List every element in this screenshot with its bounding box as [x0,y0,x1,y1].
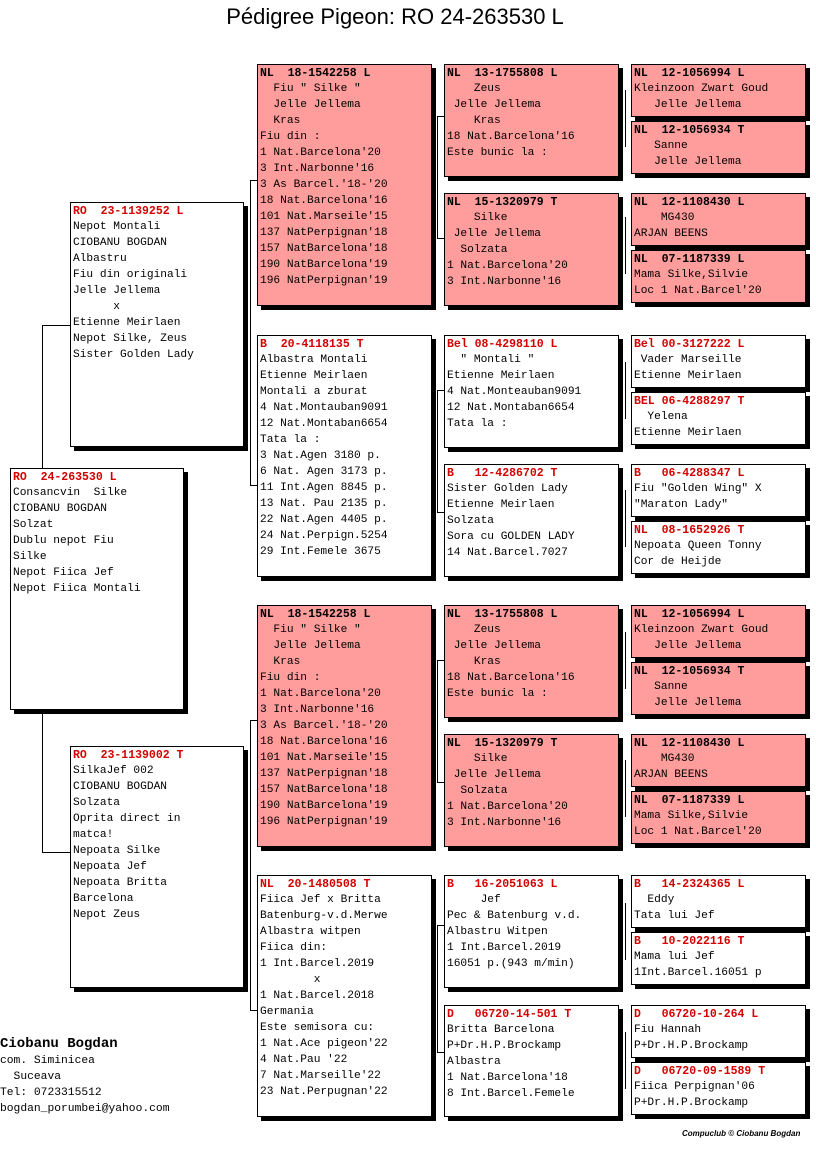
pigeon-info-line: Cor de Heijde [634,556,722,568]
pigeon-info-line: 3 As Barcel.'18-'20 [260,720,388,732]
owner-name: Ciobanu Bogdan [0,1036,118,1052]
ring-number: NL 12-1056994 L [634,608,745,621]
ring-number: B 12-4286702 T [447,467,558,480]
pigeon-info-line: Kras [447,115,501,127]
pigeon-card-g4-14 [631,932,806,985]
pigeon-info-line: Mama Silke,Silvie [634,810,749,822]
ring-number: D 06720-14-501 T [447,1008,572,1021]
pigeon-info-line: Albastru Witpen [447,926,548,938]
pigeon-info-line: 157 NatBarcelona'18 [260,243,388,255]
pigeon-info-line: x [73,301,120,313]
pigeon-card-ss-dam [444,193,619,306]
pigeon-info-line: Oprita direct in [73,813,181,825]
owner-line: Suceava [0,1071,62,1083]
pigeon-info-line: Nepoata Jef [73,861,147,873]
pigeon-info-line: Nepot Fiica Montali [13,583,141,595]
pigeon-info-line: 3 Int.Narbonne'16 [260,704,375,716]
pigeon-info-line: Albastru [73,253,127,265]
pigeon-info-line: 4 Nat.Pau '22 [260,1054,348,1066]
pigeon-info-line: 16051 p.(943 m/min) [447,958,575,970]
pigeon-info-line: Jelle Jellema [634,640,742,652]
connector-line [625,217,626,274]
pigeon-info-line: 11 Int.Agen 8845 p. [260,482,388,494]
connector-line [625,1032,626,1089]
pigeon-info-line: 196 NatPerpignan'19 [260,275,388,287]
pigeon-info-line: Jelle Jellema [260,99,361,111]
pigeon-info-line: 190 NatBarcelona'19 [260,259,388,271]
pigeon-info-line: Tata la : [260,434,321,446]
pigeon-info-line: CIOBANU BOGDAN [73,237,167,249]
ring-number: NL 12-1108430 L [634,737,745,750]
pigeon-info-line: Este semisora cu: [260,1022,375,1034]
pigeon-info-line: Jelle Jellema [447,228,541,240]
pigeon-info-line: Vader Marseille [634,354,742,366]
pigeon-info-line: Consancvin Silke [13,487,128,499]
pigeon-info-line: SilkaJef 002 [73,765,154,777]
pigeon-info-line: 12 Nat.Montaban6654 [447,402,575,414]
pigeon-info-line: 190 NatBarcelona'19 [260,800,388,812]
pigeon-info-line: Etienne Meirlaen [447,499,555,511]
pigeon-info-line: Jef [447,894,501,906]
pigeon-card-g4-9 [631,605,806,658]
pigeon-info-line: Este bunic la : [447,688,548,700]
pigeon-info-line: 14 Nat.Barcel.7027 [447,547,568,559]
pigeon-info-line: 1 Nat.Barcelona'20 [260,147,381,159]
ring-number: Bel 08-4298110 L [447,338,558,351]
ring-number: NL 12-1056994 L [634,67,745,80]
pigeon-info-line: Loc 1 Nat.Barcel'20 [634,826,762,838]
pigeon-info-line: Solzata [447,785,508,797]
pigeon-info-line: Fiica Perpignan'06 [634,1081,755,1093]
pigeon-info-line: Fiu din : [260,131,321,143]
pigeon-info-line: 1 Nat.Barcelona'20 [260,688,381,700]
pigeon-info-line: Fiica Jef x Britta [260,894,381,906]
pigeon-card-ss-sire [444,64,619,177]
pigeon-info-line: Sora cu GOLDEN LADY [447,531,575,543]
pigeon-info-line: Jelle Jellema [447,640,541,652]
pigeon-info-line: Germania [260,1006,314,1018]
pigeon-info-line: Fiu "Golden Wing" X [634,483,762,495]
pigeon-card-g4-7 [631,464,806,517]
ring-number: B 20-4118135 T [260,338,364,351]
pigeon-card-dam-dam [257,875,432,1117]
connector-line [250,180,251,485]
pigeon-info-line: Montali a zburat [260,386,368,398]
pigeon-info-line: Albastra witpen [260,926,361,938]
pigeon-info-line: Etienne Meirlaen [634,427,742,439]
connector-line [625,90,626,147]
pigeon-card-ds-sire [444,605,619,718]
ring-number: NL 07-1187339 L [634,794,745,807]
connector-line [250,720,251,1010]
pigeon-info-line: Nepot Montali [73,221,161,233]
pigeon-info-line: Zeus [447,83,501,95]
pigeon-info-line: Sister Golden Lady [73,349,194,361]
pigeon-info-line: Tata lui Jef [634,910,715,922]
page-title: Pédigree Pigeon: RO 24-263530 L [226,4,564,29]
pigeon-info-line: 13 Nat. Pau 2135 p. [260,498,388,510]
pigeon-info-line: 7 Nat.Marseille'22 [260,1070,381,1082]
pigeon-info-line: Etienne Meirlaen [260,370,368,382]
ring-number: RO 24-263530 L [13,471,117,484]
pigeon-info-line: Solzata [73,797,120,809]
pigeon-info-line: "Maraton Lady" [634,499,728,511]
ring-number: NL 08-1652926 T [634,524,745,537]
pigeon-card-g4-11 [631,734,806,787]
pigeon-info-line: Barcelona [73,893,134,905]
pigeon-card-g4-16 [631,1062,806,1115]
pigeon-card-g4-3 [631,193,806,246]
pigeon-info-line: 22 Nat.Agen 4405 p. [260,514,388,526]
pigeon-card-g4-5 [631,335,806,388]
pigeon-info-line: 3 As Barcel.'18-'20 [260,179,388,191]
pigeon-info-line: Silke [447,753,508,765]
connector-line [437,390,438,512]
pigeon-info-line: 4 Nat.Montauban9091 [260,402,388,414]
pigeon-info-line: Etienne Meirlaen [634,370,742,382]
ring-number: NL 12-1056934 T [634,124,745,137]
pigeon-info-line: Eddy [634,894,675,906]
pigeon-info-line: 3 Int.Narbonne'16 [260,163,375,175]
ring-number: B 06-4288347 L [634,467,745,480]
pigeon-info-line: Nepot Silke, Zeus [73,333,188,345]
owner-line: com. Siminicea [0,1055,95,1067]
pigeon-info-line: Etienne Meirlaen [447,370,555,382]
connector-line [42,852,71,853]
pigeon-card-g4-2 [631,121,806,174]
pigeon-card-dam-sire [257,605,432,847]
pigeon-info-line: Jelle Jellema [260,640,361,652]
connector-line [625,903,626,960]
pigeon-info-line: 137 NatPerpignan'18 [260,768,388,780]
pigeon-info-line: Fiu " Silke " [260,624,361,636]
pigeon-info-line: MG430 [634,753,695,765]
connector-line [625,632,626,689]
pigeon-info-line: 6 Nat. Agen 3173 p. [260,466,388,478]
connector-line [42,325,71,326]
connector-line [42,710,43,852]
pigeon-info-line: Kras [260,656,301,668]
connector-line [437,660,438,782]
owner-line: Tel: 0723315512 [0,1087,102,1099]
pigeon-info-line: 101 Nat.Marseile'15 [260,211,388,223]
ring-number: NL 07-1187339 L [634,253,745,266]
pigeon-info-line: Mama lui Jef [634,951,715,963]
ring-number: NL 18-1542258 L [260,608,371,621]
pigeon-info-line: matca! [73,829,114,841]
ring-number: B 10-2022116 T [634,935,745,948]
pigeon-info-line: 3 Int.Narbonne'16 [447,817,562,829]
connector-line [625,490,626,547]
ring-number: NL 12-1108430 L [634,196,745,209]
pigeon-info-line: Jelle Jellema [73,285,161,297]
pigeon-info-line: Tata la : [447,418,508,430]
pigeon-info-line: Mama Silke,Silvie [634,269,749,281]
pigeon-info-line: Sanne [634,681,688,693]
pigeon-info-line: " Montali " [447,354,535,366]
pigeon-info-line: Dublu nepot Fiu [13,535,114,547]
pigeon-info-line: 196 NatPerpignan'19 [260,816,388,828]
pigeon-card-g4-4 [631,250,806,303]
ring-number: NL 15-1320979 T [447,737,558,750]
pigeon-info-line: Kras [260,115,301,127]
pigeon-card-dd-dam [444,1005,619,1117]
pigeon-info-line: P+Dr.H.P.Brockamp [634,1097,749,1109]
pigeon-info-line: Solzata [447,244,508,256]
connector-line [625,362,626,419]
pigeon-info-line: 101 Nat.Marseile'15 [260,752,388,764]
pigeon-info-line: 29 Int.Femele 3675 [260,546,381,558]
connector-line [625,760,626,817]
pigeon-info-line: 1 Nat.Barcelona'20 [447,801,568,813]
pigeon-info-line: Zeus [447,624,501,636]
ring-number: RO 23-1139252 L [73,205,184,218]
pigeon-info-line: 1 Nat.Ace pigeon'22 [260,1038,388,1050]
pigeon-info-line: x [260,974,321,986]
pigeon-info-line: Nepoata Silke [73,845,161,857]
pigeon-info-line: Yelena [634,411,688,423]
connector-line [437,116,438,238]
pigeon-info-line: Solzata [447,515,494,527]
pigeon-info-line: Albastra Montali [260,354,368,366]
pigeon-info-line: Fiu Hannah [634,1024,702,1036]
pigeon-info-line: 18 Nat.Barcelona'16 [260,736,388,748]
pigeon-info-line: Fiu din : [260,672,321,684]
pigeon-info-line: Este bunic la : [447,147,548,159]
pigeon-info-line: Fiu " Silke " [260,83,361,95]
pigeon-info-line: 1 Nat.Barcelona'18 [447,1072,568,1084]
pigeon-info-line: Pec & Batenburg v.d. [447,910,582,922]
pigeon-card-sire [70,202,244,447]
ring-number: NL 15-1320979 T [447,196,558,209]
pigeon-info-line: Britta Barcelona [447,1024,555,1036]
pigeon-info-line: Kras [447,656,501,668]
ring-number: NL 13-1755808 L [447,608,558,621]
pigeon-card-subject [10,468,184,710]
ring-number: B 16-2051063 L [447,878,558,891]
pigeon-info-line: Jelle Jellema [634,156,742,168]
pigeon-card-sire-sire [257,64,432,306]
ring-number: NL 13-1755808 L [447,67,558,80]
pigeon-card-sire-dam [257,335,432,577]
pigeon-info-line: 1 Nat.Barcel.2018 [260,990,375,1002]
pigeon-card-sd-sire [444,335,619,448]
pigeon-info-line: P+Dr.H.P.Brockamp [634,1040,749,1052]
pigeon-info-line: Fiu din originali [73,269,188,281]
pigeon-info-line: ARJAN BEENS [634,228,708,240]
pigeon-info-line: Jelle Jellema [634,697,742,709]
pigeon-card-g4-8 [631,521,806,574]
ring-number: D 06720-10-264 L [634,1008,759,1021]
pigeon-card-sd-dam [444,464,619,577]
pigeon-info-line: ARJAN BEENS [634,769,708,781]
owner-block [0,1035,169,1117]
ring-number: D 06720-09-1589 T [634,1065,766,1078]
pigeon-info-line: 18 Nat.Barcelona'16 [447,131,575,143]
ring-number: B 14-2324365 L [634,878,745,891]
pigeon-info-line: 24 Nat.Perpign.5254 [260,530,388,542]
ring-number: NL 20-1480508 T [260,878,371,891]
pigeon-card-dam [70,746,244,988]
pigeon-info-line: Sister Golden Lady [447,483,568,495]
pigeon-info-line: Jelle Jellema [634,99,742,111]
pigeon-info-line: Jelle Jellema [447,769,541,781]
pigeon-info-line: Sanne [634,140,688,152]
pigeon-info-line: 137 NatPerpignan'18 [260,227,388,239]
pigeon-card-g4-10 [631,662,806,715]
pigeon-info-line: 4 Nat.Monteauban9091 [447,386,582,398]
pigeon-info-line: 157 NatBarcelona'18 [260,784,388,796]
pigeon-card-dd-sire [444,875,619,988]
pigeon-card-g4-12 [631,791,806,844]
connector-line [437,925,438,1052]
ring-number: NL 12-1056934 T [634,665,745,678]
pigeon-info-line: 18 Nat.Barcelona'16 [260,195,388,207]
pigeon-info-line: 12 Nat.Montaban6654 [260,418,388,430]
pigeon-info-line: Nepoata Britta [73,877,167,889]
footer-credit: Compuclub © Ciobanu Bogdan [682,1129,801,1138]
ring-number: BEL 06-4288297 T [634,395,745,408]
pigeon-info-line: Silke [13,551,47,563]
pigeon-info-line: Jelle Jellema [447,99,541,111]
pigeon-info-line: Kleinzoon Zwart Goud [634,83,769,95]
pigeon-info-line: MG430 [634,212,695,224]
pigeon-info-line: Loc 1 Nat.Barcel'20 [634,285,762,297]
connector-line [42,325,43,469]
pigeon-info-line: Albastra [447,1056,501,1068]
pigeon-info-line: Nepoata Queen Tonny [634,540,762,552]
pigeon-info-line: CIOBANU BOGDAN [73,781,167,793]
pigeon-info-line: 1 Nat.Barcelona'20 [447,260,568,272]
pigeon-info-line: 8 Int.Barcel.Femele [447,1088,575,1100]
pigeon-info-line: Batenburg-v.d.Merwe [260,910,388,922]
owner-email[interactable]: bogdan_porumbei@yahoo.com [0,1103,170,1115]
pigeon-info-line: Etienne Meirlaen [73,317,181,329]
pigeon-info-line: 18 Nat.Barcelona'16 [447,672,575,684]
pigeon-card-g4-6 [631,392,806,445]
pigeon-info-line: CIOBANU BOGDAN [13,503,107,515]
pigeon-info-line: 3 Nat.Agen 3180 p. [260,450,381,462]
pigeon-card-g4-15 [631,1005,806,1058]
pigeon-info-line: Nepot Zeus [73,909,141,921]
pigeon-info-line: Fiica din: [260,942,328,954]
pigeon-info-line: 1Int.Barcel.16051 p [634,967,762,979]
pigeon-card-ds-dam [444,734,619,847]
pigeon-info-line: 23 Nat.Perpugnan'22 [260,1086,388,1098]
ring-number: Bel 00-3127222 L [634,338,745,351]
pigeon-card-g4-1 [631,64,806,117]
pigeon-info-line: 1 Int.Barcel.2019 [447,942,562,954]
pigeon-card-g4-13 [631,875,806,928]
pigeon-info-line: 1 Int.Barcel.2019 [260,958,375,970]
pigeon-info-line: 3 Int.Narbonne'16 [447,276,562,288]
pigeon-info-line: P+Dr.H.P.Brockamp [447,1040,562,1052]
pigeon-info-line: Nepot Fiica Jef [13,567,114,579]
pigeon-info-line: Solzat [13,519,54,531]
ring-number: RO 23-1139002 T [73,749,184,762]
ring-number: NL 18-1542258 L [260,67,371,80]
pigeon-info-line: Kleinzoon Zwart Goud [634,624,769,636]
pigeon-info-line: Silke [447,212,508,224]
